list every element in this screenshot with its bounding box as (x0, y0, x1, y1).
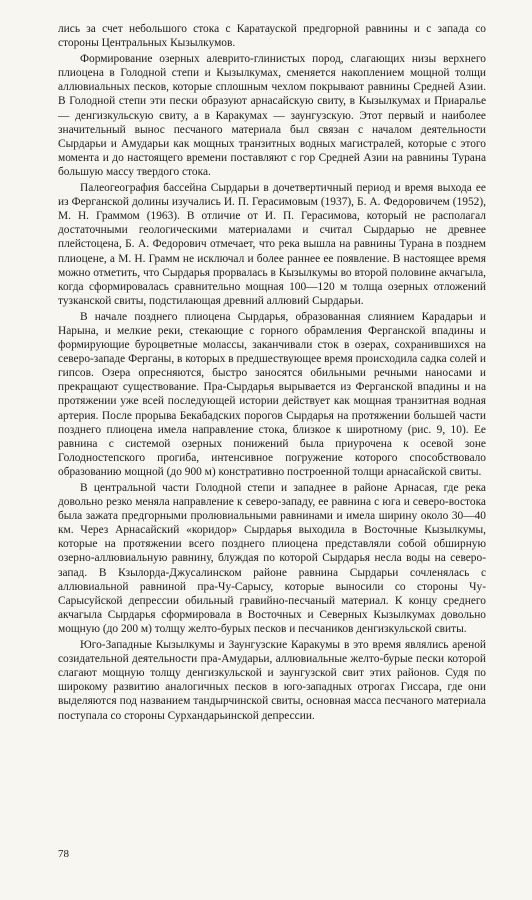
paragraph-paleogeography: Палеогеография бассейна Сырдарьи в дочетвертичный период и время выхода ее из Ферганской долины изучались И. П. Герасимовым (1937), Б. А. Федоровичем (1952), М. Н. Граммом (1963). В отличие от И. П. Герасимова, который не располагал достаточными геологическими материалами и считал Сырдарью не древнее плейстоцена, Б. А. Федорович отмечает, что река вышла на равнины Турана в позднем плиоцене, а М. Н. Грамм не исключал и более раннее ее появление. В настоящее время можно отметить, что Сырдарья прорвалась в Кызылкумы во второй половине акчагыла, когда сформировалась сравнительно мощная 100—120 м толща озерных отложений тузканской свиты, подстилающая древний аллювий Сырдарьи. (58, 182, 486, 307)
paragraph-continuation: лись за счет небольшого стока с Каратауской предгорной равнины и с запада со стороны Центральных Кызылкумов. (58, 23, 486, 50)
paragraph-early-pliocene: В начале позднего плиоцена Сырдарья, образованная слиянием Карадарьи и Нарына, и мелкие реки, стекающие с горного обрамления Ферганской впадины и формирующие буроцветные молассы, заканчивали сток в озерах, сохранившихся на северо-западе Ферганы, в которых в предшествующее время происходила садка солей и гипсов. Озера опресняются, быстро заносятся обильными речными наносами и прекращают существование. Пра-Сырдарья вырывается из Ферганской впадины и на протяжении уже всей последующей истории действует как мощная транзитная водная артерия. После прорыва Бекабадских порогов Сырдарья на протяжении большей части позднего плиоцена имела направление стока, близкое к широтному (рис. 9, 10). Ее равнина с системой озерных понижений была приурочена к осевой зоне Голодностепского прогиба, интенсивное погружение которого способствовало образованию мощной (до 900 м) констративно построенной толщи арнасайской свиты. (58, 310, 486, 478)
paragraph-golodnaya-steppe: В центральной части Голодной степи и западнее в районе Арнасая, где река довольно резко меняла направление к северо-западу, ее равнина с юга и северо-востока была зажата предгорными пролювиальными равнинами и имела ширину около 30—40 км. Через Арнасайский «коридор» Сырдарья выходила в Восточные Кызылкумы, которые на протяжении всего позднего плиоцена представляли собой обширную озерно-аллювиальную равнину, блуждая по которой Сырдарья несла воды на северо-запад. В Кзылорда-Джусалинском районе равнина Сырдарьи сочленялась с аллювиальной равниной пра-Чу-Сарысу, которые выносили со стороны Чу-Сарысуйской депрессии обильный гравийно-песчаный материал. К концу среднего акчагыла Сырдарья сформировала в Восточных и Северных Кызылкумах довольно мощную (до 200 м) толщу желто-бурых песков и песчаников денгизкульской свиты. (58, 482, 486, 635)
paragraph-southwest-kyzylkum: Юго-Западные Кызылкумы и Заунгузские Каракумы в это время являлись ареной созидательной деятельности пра-Амударьи, аллювиальные желто-бурые пески которой слагают мощную толщу денгизкульской и заунгузской свит этих районов. Судя по широкому развитию аналогичных песков в юго-западных отрогах Гиссара, где они выделяются под названием тандырчинской свиты, основная масса песчаного материала поступала со стороны Сурхандарьинской депрессии. (58, 639, 486, 722)
body-text (58, 22, 486, 723)
page-number: 78 (58, 848, 69, 860)
paragraph-formation: Формирование озерных алеврито-глинистых пород, слагающих низы верхнего плиоцена в Голодной степи и Кызылкумах, сменяется накоплением мощной толщи аллювиальных песков, которые сплошным чехлом покрывают равнины Средней Азии. В Голодной степи эти пески образуют арнасайскую свиту, в Кызылкумах и Приаралье — денгизкульскую свиту, а в Каракумах — заунгузскую. Этот первый и наиболее значительный вынос песчаного материала был связан с началом деятельности Сырдарьи и Амударьи как мощных транзитных водных магистралей, которые с этого момента и до настоящего времени поставляют с гор Средней Азии на равнины Турана большую массу твердого стока. (58, 53, 486, 178)
